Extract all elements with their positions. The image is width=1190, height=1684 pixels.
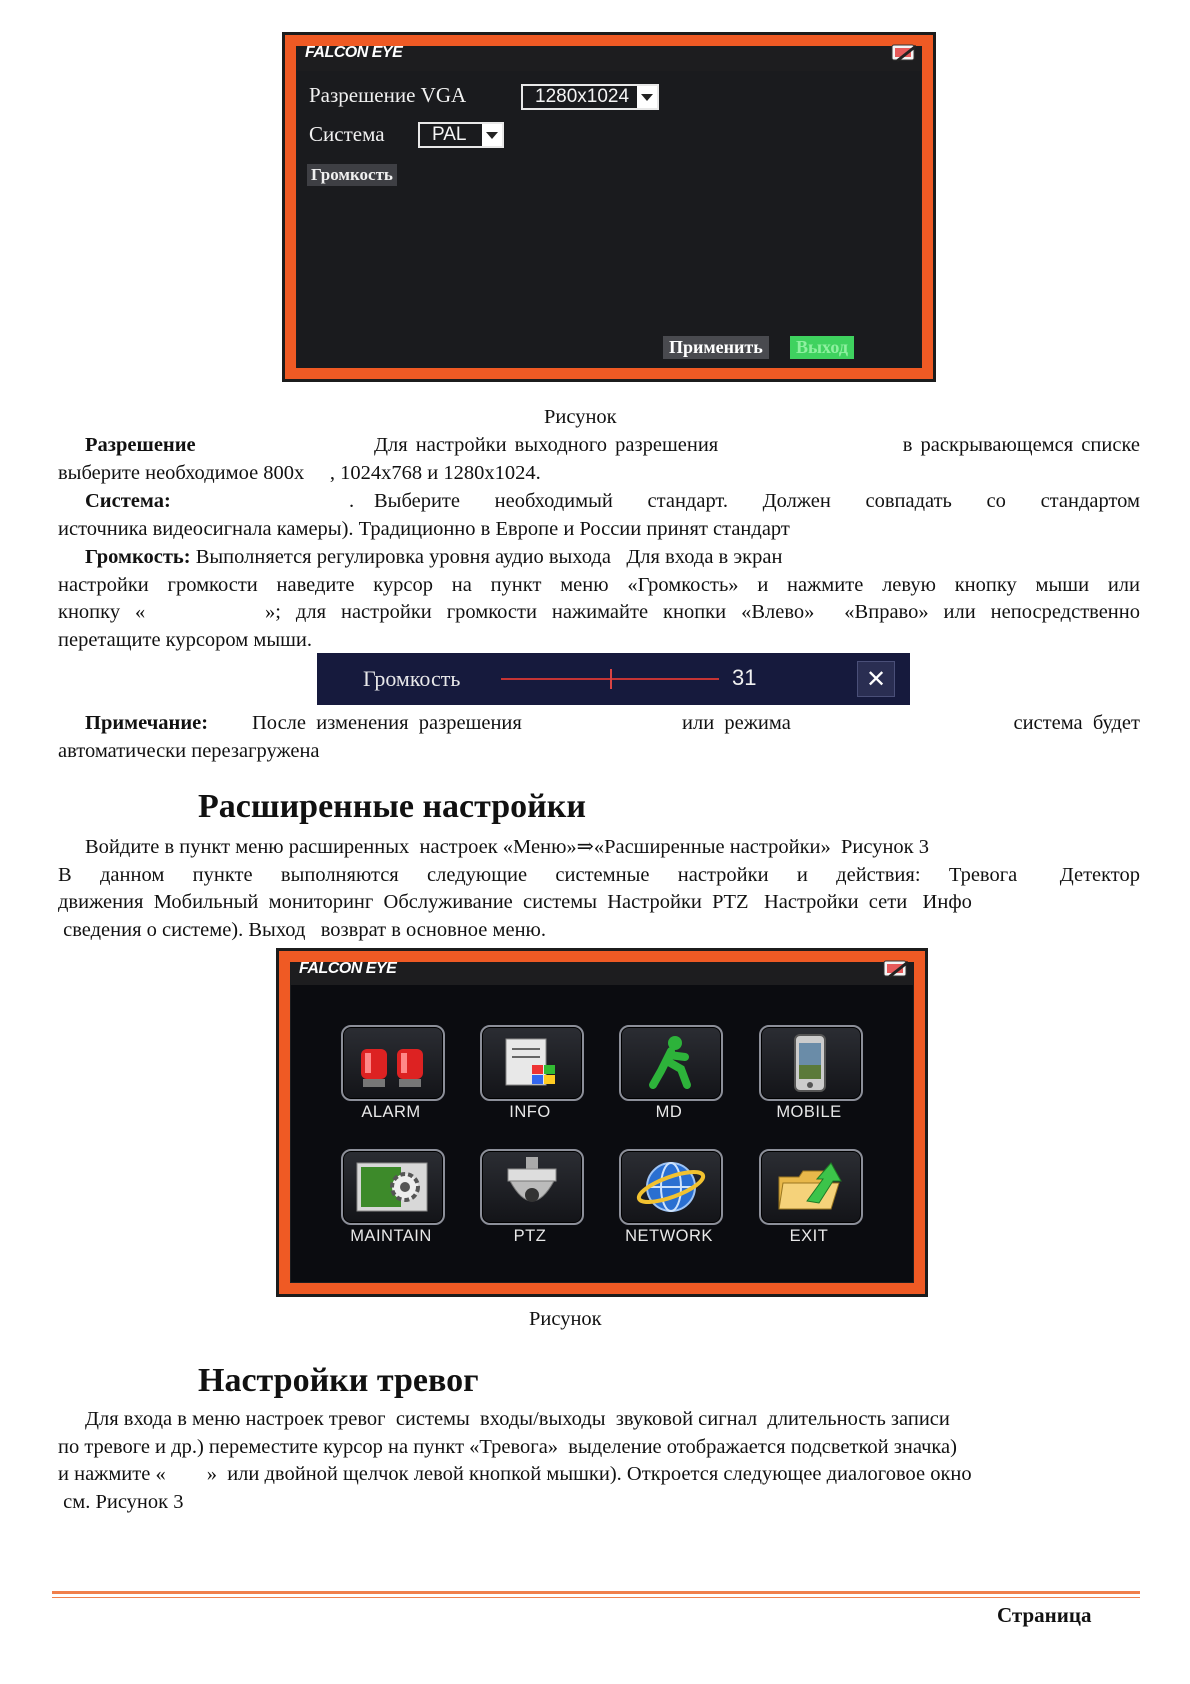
volume-value: 31 [732,665,757,690]
maintain-label: MAINTAIN [350,1227,432,1245]
exit-folder-arrow-icon [761,1151,861,1223]
alarm-siren-icon [343,1027,443,1099]
info-document-icon [482,1027,582,1099]
system-line-2: источника видеосигнала камеры). Традиционно в Европе и России принят стандарт [58,517,790,540]
close-icon[interactable]: ✕ [857,661,895,697]
chevron-down-icon [482,124,502,146]
exit-button[interactable]: Выход [790,336,854,359]
system-select[interactable] [418,122,504,148]
volume-paragraph [58,544,1140,654]
display-settings-screenshot [282,32,936,382]
exit-label: EXIT [789,1227,829,1245]
network-label: NETWORK [625,1227,713,1245]
alarm-line-3: и нажмите « » или двойной щелчок левой кнопкой мышки). Откроется следующее диалоговое окно [58,1463,972,1485]
alarm-settings-paragraph [58,1406,1140,1516]
volume-line-2: настройки громкости наведите курсор на пункт меню «Громкость» и нажмите левую кнопку мыши или [58,573,1140,596]
volume-button[interactable]: Громкость [307,164,397,186]
volume-line-3: кнопку « »; для настройки громкости нажимайте кнопки «Влево» «Вправо» или непосредственно [58,601,1140,623]
note-line-2: автоматически перезагружена [58,739,320,762]
volume-slider-knob[interactable] [610,669,612,689]
apply-button[interactable]: Применить [663,336,769,359]
advanced-settings-heading: Расширенные настройки [198,788,586,825]
advanced-settings-paragraph [58,834,1140,944]
monitor-pen-icon [889,41,919,65]
alarm-line-1: Для входа в меню настроек тревог системы входы/выходы звуковой сигнал длительность записи [85,1408,950,1430]
falcon-eye-logo: FALCON EYE [299,960,397,977]
resolution-label: Разрешение VGA [309,83,467,107]
system-label: Система [309,122,385,146]
alarm-line-2: по тревоге и др.) переместите курсор на пункт «Тревога» выделение отображается подсветкой значка) [58,1435,957,1458]
note-text-a: После изменения разрешения [252,712,522,734]
motion-detection-figure-icon [621,1027,721,1099]
mobile-label: MOBILE [776,1103,842,1121]
ptz-camera-icon [482,1151,582,1223]
monitor-pen-icon [881,957,911,981]
volume-slider[interactable] [501,678,719,680]
footer-rule [52,1591,1140,1594]
note-paragraph [58,710,1140,765]
resolution-text-a: Для настройки выходного разрешения [374,434,719,456]
system-paragraph [58,488,1140,543]
mobile-phone-icon [761,1027,861,1099]
resolution-term: Разрешение [85,434,196,456]
note-term: Примечание: [85,712,209,734]
system-text-1: Выберите необходимый стандарт. Должен совпадать со стандартом [374,490,1140,512]
resolution-value: 1280x1024 [535,86,630,107]
note-text-c: система будет [1013,712,1140,734]
advanced-line-1: Войдите в пункт меню расширенных настроек «Меню»⇒«Расширенные настройки» Рисунок 3 [85,836,930,858]
resolution-select[interactable] [521,84,659,110]
info-label: INFO [509,1103,551,1121]
page-label: Страница [997,1603,1092,1627]
ptz-tile[interactable] [480,1149,584,1225]
advanced-line-3: движения Мобильный мониторинг Обслуживание системы Настройки PTZ Настройки сети Инфо [58,891,972,913]
ptz-label: PTZ [513,1227,547,1245]
alarm-settings-heading: Настройки тревог [198,1362,479,1399]
maintain-tile[interactable] [341,1149,445,1225]
volume-line-4: перетащите курсором мыши. [58,628,313,651]
advanced-line-2: В данном пункте выполняются следующие системные настройки и действия: Тревога Детектор [58,863,1140,886]
chevron-down-icon [637,86,657,108]
alarm-label: ALARM [361,1103,421,1121]
system-value: PAL [432,124,467,145]
volume-term: Громкость: [85,546,191,568]
volume-bar-screenshot [317,653,910,705]
footer-rule-thin [52,1597,1140,1598]
volume-bar-label: Громкость [363,666,461,691]
volume-line-1: Выполняется регулировка уровня аудио выхода Для входа в экран [195,546,783,568]
figure-caption-2: Рисунок [529,1308,602,1330]
exit-tile[interactable] [759,1149,863,1225]
alarm-tile[interactable] [341,1025,445,1101]
network-globe-icon [621,1151,721,1223]
mobile-tile[interactable] [759,1025,863,1101]
resolution-paragraph [58,432,1140,487]
system-term: Система: [85,490,171,512]
info-tile[interactable] [480,1025,584,1101]
network-tile[interactable] [619,1149,723,1225]
md-label: MD [655,1103,683,1121]
system-dot: . [349,490,355,512]
resolution-line-2: выберите необходимое 800х , 1024х768 и 1280х1024. [58,461,541,484]
md-tile[interactable] [619,1025,723,1101]
resolution-text-b: в раскрывающемся списке [902,434,1140,456]
note-text-b: или режима [682,712,791,734]
advanced-line-4: сведения о системе). Выход возврат в основное меню. [58,918,546,941]
advanced-menu-screenshot [276,948,928,1297]
figure-caption-1: Рисунок [544,406,617,428]
maintain-gear-icon [343,1151,443,1223]
falcon-eye-logo: FALCON EYE [305,44,403,61]
alarm-line-4: см. Рисунок 3 [58,1490,184,1513]
